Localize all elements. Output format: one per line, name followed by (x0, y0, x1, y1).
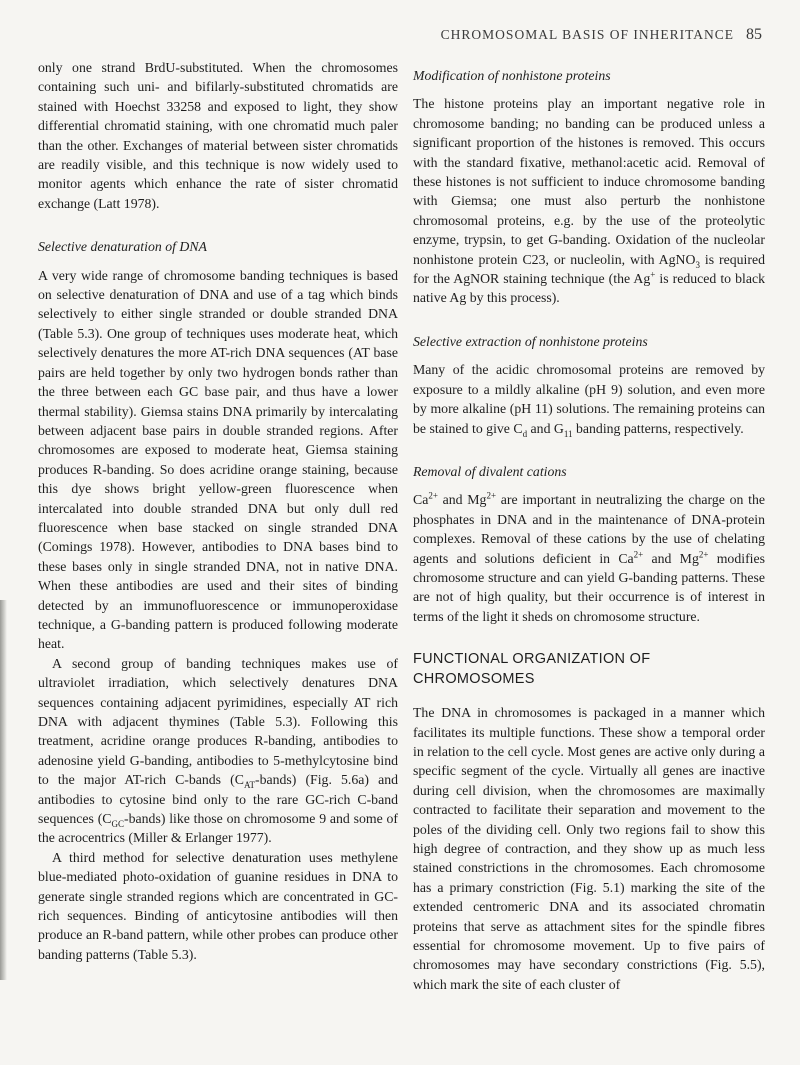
section-heading-functional-organization: FUNCTIONAL ORGANIZATION OF CHROMOSOMES (413, 651, 651, 687)
left-column (38, 58, 398, 964)
running-header (441, 26, 762, 44)
binding-shadow (0, 600, 7, 980)
subheading-modification: Modification of nonhistone proteins (413, 68, 611, 83)
paragraph-selective-denaturation-2: A second group of banding techniques makes use of ultraviolet irradiation, which selectively denatures DNA sequences containing adjacent pyrimidines, especially AT rich DNA with adjacent thymines (Table 5.3). Following this treatment, acridine orange produces R-banding, antibodies to adenosine yield G-banding, antibodies to 5-methylcytosine bind to the major AT-rich C-bands $(C_{AT}-bands)$ (Fig. 5.6a) and antibodies to cytosine bind only to the rare GC-rich C-band sequences $(C_{GC}-bands)$ like those on chromosome 9 and some of the acrocentrics (Miller & Erlanger 1977). (38, 655, 398, 846)
subheading-removal: Removal of divalent cations (413, 463, 567, 479)
subheading-extraction: Selective extraction of nonhistone proteins (413, 333, 648, 349)
paragraph-intro: only one strand BrdU-substituted. When the chromosomes containing such uni- and bifilarly-substituted chromatids are stained with Hoechst 33258 and exposed to light, they show differential chromatid staining, with one chromatid much paler than the other. Exchanges of material between sister chromatids are readily visible, and this technique is now widely used to monitor agents which enhance the rate of sister chromatid exchange (Latt 1978). (38, 60, 398, 211)
paragraph-removal: $Ca^{2+}$ and $Mg^{2+}$ are important in neutralizing the charge on the phosphates in DNA and in the maintenance of DNA-protein complexes. Removal of these cations by the use of chelating agents and solutions deficient in $Ca^{2+}$ and $Mg^{2+}$ modifies chromosome structure and can yield G-banding patterns. These are not of high quality, but their occurrence is of interest in terms of the light it sheds on chromosome structure. (413, 490, 765, 624)
subheading-selective-denaturation: Selective denaturation of DNA (38, 239, 207, 255)
paragraph-functional-organization: The DNA in chromosomes is packaged in a manner which facilitates its multiple functions. These show a temporal order in relation to the cell cycle. Most genes are active only during a specific segment of the cycle. Virtually all genes are inactive during cell division, when the chromosomes are maximally contracted to facilitate their separation and movement to the poles of the dividing cell. Only two regions fail to show this high degree of contraction, and they show up as much less stained constrictions in the chromosomes. Each chromosome has a primary constriction (Fig. 5.1) marking the site of the extended centromeric DNA and its associated chromatin proteins that serve as attachment sites for the spindle fibres essential for chromosome movement. Up to five pairs of chromosomes may have secondary constrictions (Fig. 5.5), which mark the site of each cluster of (413, 705, 765, 992)
paragraph-modification: The histone proteins play an important negative role in chromosome banding; no banding can be produced unless a significant proportion of the histones is removed. This occurs with the standard fixative, methanol:acetic acid. Removal of these histones is not sufficient to induce chromosome banding with Giemsa; one must also perturb the nonhistone chromosomal proteins, e.g. by the use of the proteolytic enzyme, trypsin, to get G-banding. Oxidation of the nucleolar nonhistone protein C23, or nucleolin, with AgNO$_3$ is required for the AgNOR staining technique (the Ag+ is reduced to black native Ag by this process). (413, 96, 765, 306)
right-column (413, 66, 765, 994)
running-title: CHROMOSOMAL BASIS OF INHERITANCE (440, 27, 734, 42)
paragraph-selective-denaturation-1: A very wide range of chromosome banding techniques is based on selective denaturation of DNA and use of a tag which binds selectively to either single stranded or double stranded DNA (Table 5.3). One group of techniques uses moderate heat, which selectively denatures the more AT-rich DNA sequences (AT base pairs are held together by only two hydrogen bonds rather than the three between each GC base pair, and thus have a lower thermal stability). Giemsa stains DNA primarily by intercalating between adjacent base pairs in double stranded regions. After chromosomes are exposed to moderate heat, Giemsa staining produces R-banding. So does acridine orange staining, because this dye shows bright yellow-green fluorescence when intercalated into double stranded DNA but only dull red fluorescence when base stacked on single stranded DNA (Comings 1978). However, antibodies to DNA bases bind to these bases only in single stranded DNA, not in native DNA. When these antibodies are used and their sites of binding detected by an immunofluorescence or immunoperoxidase technique, a G-banding pattern is produced following moderate heat. (38, 267, 398, 652)
paragraph-selective-denaturation-3: A third method for selective denaturation uses methylene blue-mediated photo-oxidation of guanine residues in DNA to generate single stranded regions which are concentrated in GC-rich sequences. Binding of anticytosine antibodies will then produce an R-band pattern, while other probes can produce other banding patterns (Table 5.3). (38, 849, 398, 962)
paragraph-extraction: Many of the acidic chromosomal proteins are removed by exposure to a mildly alkaline (pH 9) solution, and even more by more alkaline (pH 11) solutions. The remaining proteins can be stained to give $C_d$ and $G_{11}$ banding patterns, respectively. (413, 362, 765, 439)
page-number: 85 (746, 26, 762, 43)
